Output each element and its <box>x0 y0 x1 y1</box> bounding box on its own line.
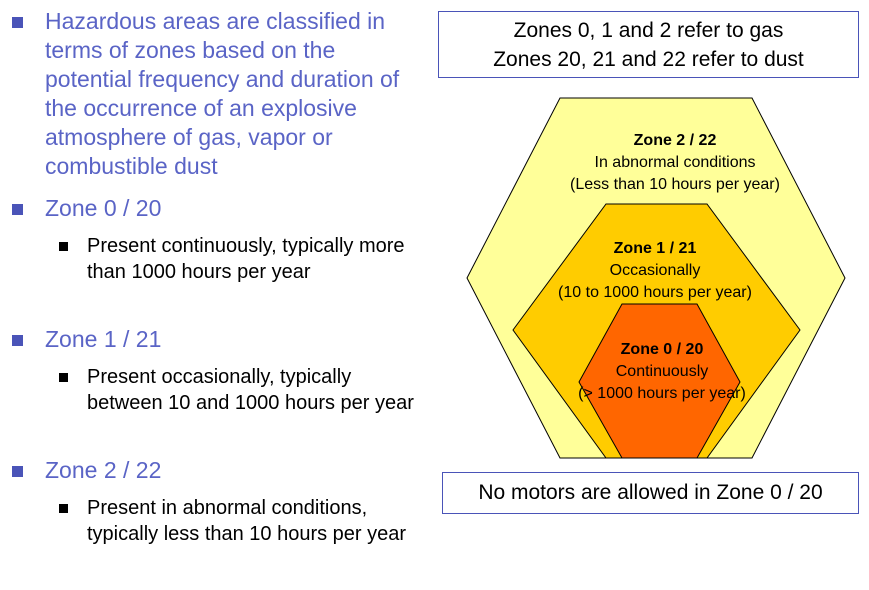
zone-2-desc: In abnormal conditions <box>594 154 756 171</box>
zone-0-title: Zone 0 / 20 <box>620 341 704 358</box>
zone-2-title: Zone 2 / 22 <box>633 132 717 149</box>
bullet-text: Zone 1 / 21 <box>45 326 162 352</box>
zone-1-desc: Occasionally <box>609 262 701 279</box>
bullet-text: Zone 2 / 22 <box>45 457 162 483</box>
zone-1-hours: (10 to 1000 hours per year) <box>558 284 752 301</box>
zone-0-label <box>527 339 797 405</box>
sub-bullet-text: Present occasionally, typically between 10 and 1000 hours per year <box>87 366 414 414</box>
motor-restriction-text: No motors are allowed in Zone 0 / 20 <box>478 481 823 504</box>
zone-1-label <box>520 238 790 304</box>
bullet-text: Hazardous areas are classified in terms of zones based on the potential frequency and duration of the occurrence of an explosive atmosphere of gas, vapor or combustible dust <box>45 8 400 179</box>
sub-bullet-text: Present continuously, typically more than 1000 hours per year <box>87 235 405 283</box>
motor-restriction-box <box>442 472 859 514</box>
zone-0-hours: (> 1000 hours per year) <box>578 385 746 402</box>
zone-2-hours: (Less than 10 hours per year) <box>570 176 780 193</box>
gas-note: Zones 0, 1 and 2 refer to gas <box>513 19 784 42</box>
sub-bullet-text: Present in abnormal conditions, typically less than 10 hours per year <box>87 497 407 545</box>
zone-1-title: Zone 1 / 21 <box>613 240 697 257</box>
bullet-text: Zone 0 / 20 <box>45 195 162 221</box>
dust-note: Zones 20, 21 and 22 refer to dust <box>493 48 804 71</box>
zone-0-desc: Continuously <box>615 363 709 380</box>
zone-2-label <box>540 130 810 196</box>
